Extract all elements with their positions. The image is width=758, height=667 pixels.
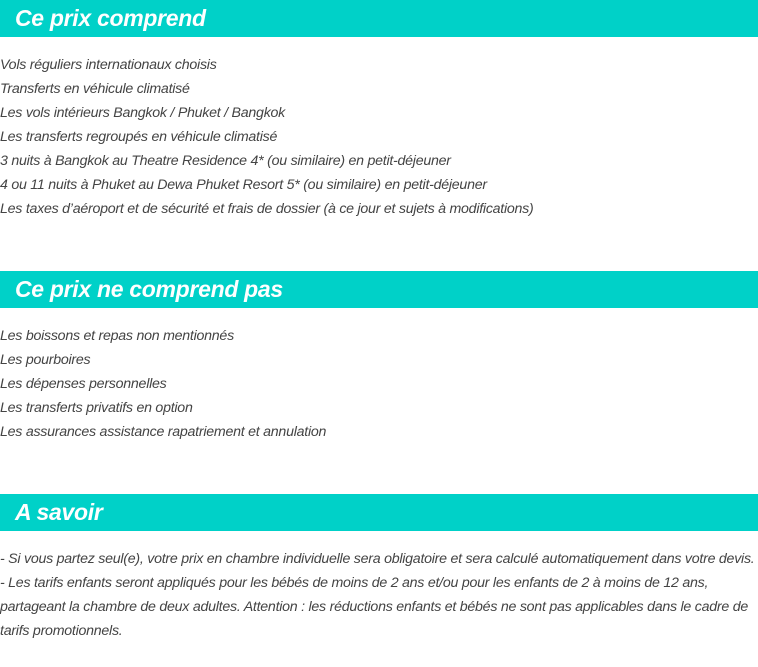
good-to-know-header [0,494,758,531]
not-included-item: Les pourboires [0,352,91,368]
not-included-item: Les dépenses personnelles [0,376,167,392]
included-item: Transferts en véhicule climatisé [0,81,190,97]
included-title: Ce prix comprend [15,5,206,31]
included-item: Les vols intérieurs Bangkok / Phuket / Bangkok [0,105,286,121]
good-to-know-title: A savoir [15,499,103,525]
included-item: 4 ou 11 nuits à Phuket au Dewa Phuket Resort 5* (ou similaire) en petit-déjeuner [0,177,487,193]
not-included-item: Les transferts privatifs en option [0,400,193,416]
not-included-item: Les boissons et repas non mentionnés [0,328,234,344]
not-included-header [0,271,758,308]
included-item: Vols réguliers internationaux choisis [0,57,217,73]
note-single-traveler: - Si vous partez seul(e), votre prix en chambre individuelle sera obligatoire et sera calculé automatiquement dans votre devis. [0,551,755,567]
good-to-know-section [0,494,758,643]
not-included-section [0,271,758,444]
included-list [0,53,758,221]
included-item: Les transferts regroupés en véhicule climatisé [0,129,278,145]
included-section [0,0,758,221]
not-included-list [0,324,758,444]
included-item: 3 nuits à Bangkok au Theatre Residence 4* (ou similaire) en petit-déjeuner [0,153,451,169]
included-item: Les taxes d’aéroport et de sécurité et frais de dossier (à ce jour et sujets à modifications) [0,201,534,217]
not-included-item: Les assurances assistance rapatriement et annulation [0,424,327,440]
good-to-know-notes [0,547,758,643]
included-header [0,0,758,37]
not-included-title: Ce prix ne comprend pas [15,276,283,302]
note-child-rates: - Les tarifs enfants seront appliqués pour les bébés de moins de 2 ans et/ou pour les enfants de 2 à moins de 12 ans, partageant la chambre de deux adultes. Attention : les réductions enfants et bébés ne sont pas applicables dans le cadre de tarifs promotionnels. [0,575,748,639]
